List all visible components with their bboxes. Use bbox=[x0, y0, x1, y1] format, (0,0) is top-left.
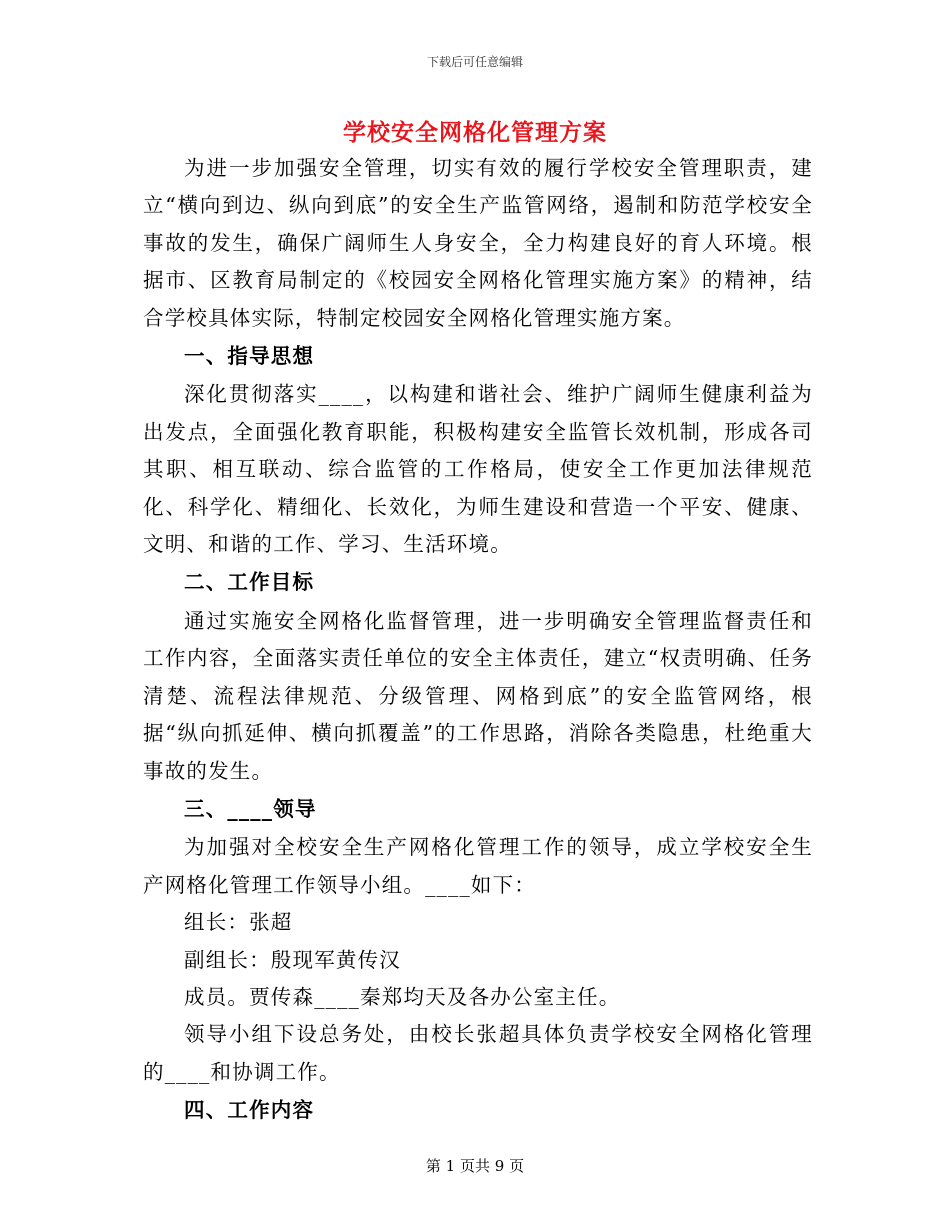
leadership-paragraph: 为加强对全校安全生产网格化管理工作的领导，成立学校安全生产网格化管理工作领导小组。____如下： bbox=[143, 835, 813, 897]
group-leader-line: 组长：张超 bbox=[184, 910, 293, 935]
deputy-leader-line: 副组长：殷现军黄传汉 bbox=[184, 947, 401, 972]
intro-paragraph: 为进一步加强安全管理，切实有效的履行学校安全管理职责，建立“横向到边、纵向到底”的安全生产监管网络，遏制和防范学校安全事故的发生，确保广阔师生人身安全，全力构建良好的育人环境。根据市、区教育局制定的《校园安全网格化管理实施方案》的精神，结合学校具体实际，特制定校园安全网格化管理实施方案。 bbox=[143, 156, 813, 330]
section-heading-work-goals: 二、工作目标 bbox=[184, 570, 315, 595]
members-line: 成员。贾传森____秦郑均天及各办公室主任。 bbox=[184, 984, 621, 1009]
work-goals-paragraph: 通过实施安全网格化监督管理，进一步明确安全管理监督责任和工作内容，全面落实责任单位的安全主体责任，建立“权责明确、任务清楚、流程法律规范、分级管理、网格到底”的安全监管网络，根据“纵向抓延伸、横向抓覆盖”的工作思路，消除各类隐患，杜绝重大事故的发生。 bbox=[143, 608, 813, 783]
guiding-ideology-paragraph: 深化贯彻落实____，以构建和谐社会、维护广阔师生健康利益为出发点，全面强化教育职能，积极构建安全监管长效机制，形成各司其职、相互联动、综合监管的工作格局，使安全工作更加法律规范化、科学化、精细化、长效化，为师生建设和营造一个平安、健康、文明、和谐的工作、学习、生活环境。 bbox=[143, 382, 813, 557]
header-note: 下载后可任意编辑 bbox=[426, 55, 523, 69]
section-heading-work-content: 四、工作内容 bbox=[184, 1098, 315, 1123]
document-title: 学校安全网格化管理方案 bbox=[343, 119, 607, 146]
office-note-paragraph: 领导小组下设总务处，由校长张超具体负责学校安全网格化管理的____和协调工作。 bbox=[143, 1022, 813, 1084]
document-body bbox=[143, 150, 813, 1131]
page-number-footer: 第 1 页共 9 页 bbox=[425, 1157, 525, 1175]
section-heading-guiding-ideology: 一、指导思想 bbox=[184, 344, 315, 369]
section-heading-leadership: 三、____领导 bbox=[184, 796, 317, 821]
